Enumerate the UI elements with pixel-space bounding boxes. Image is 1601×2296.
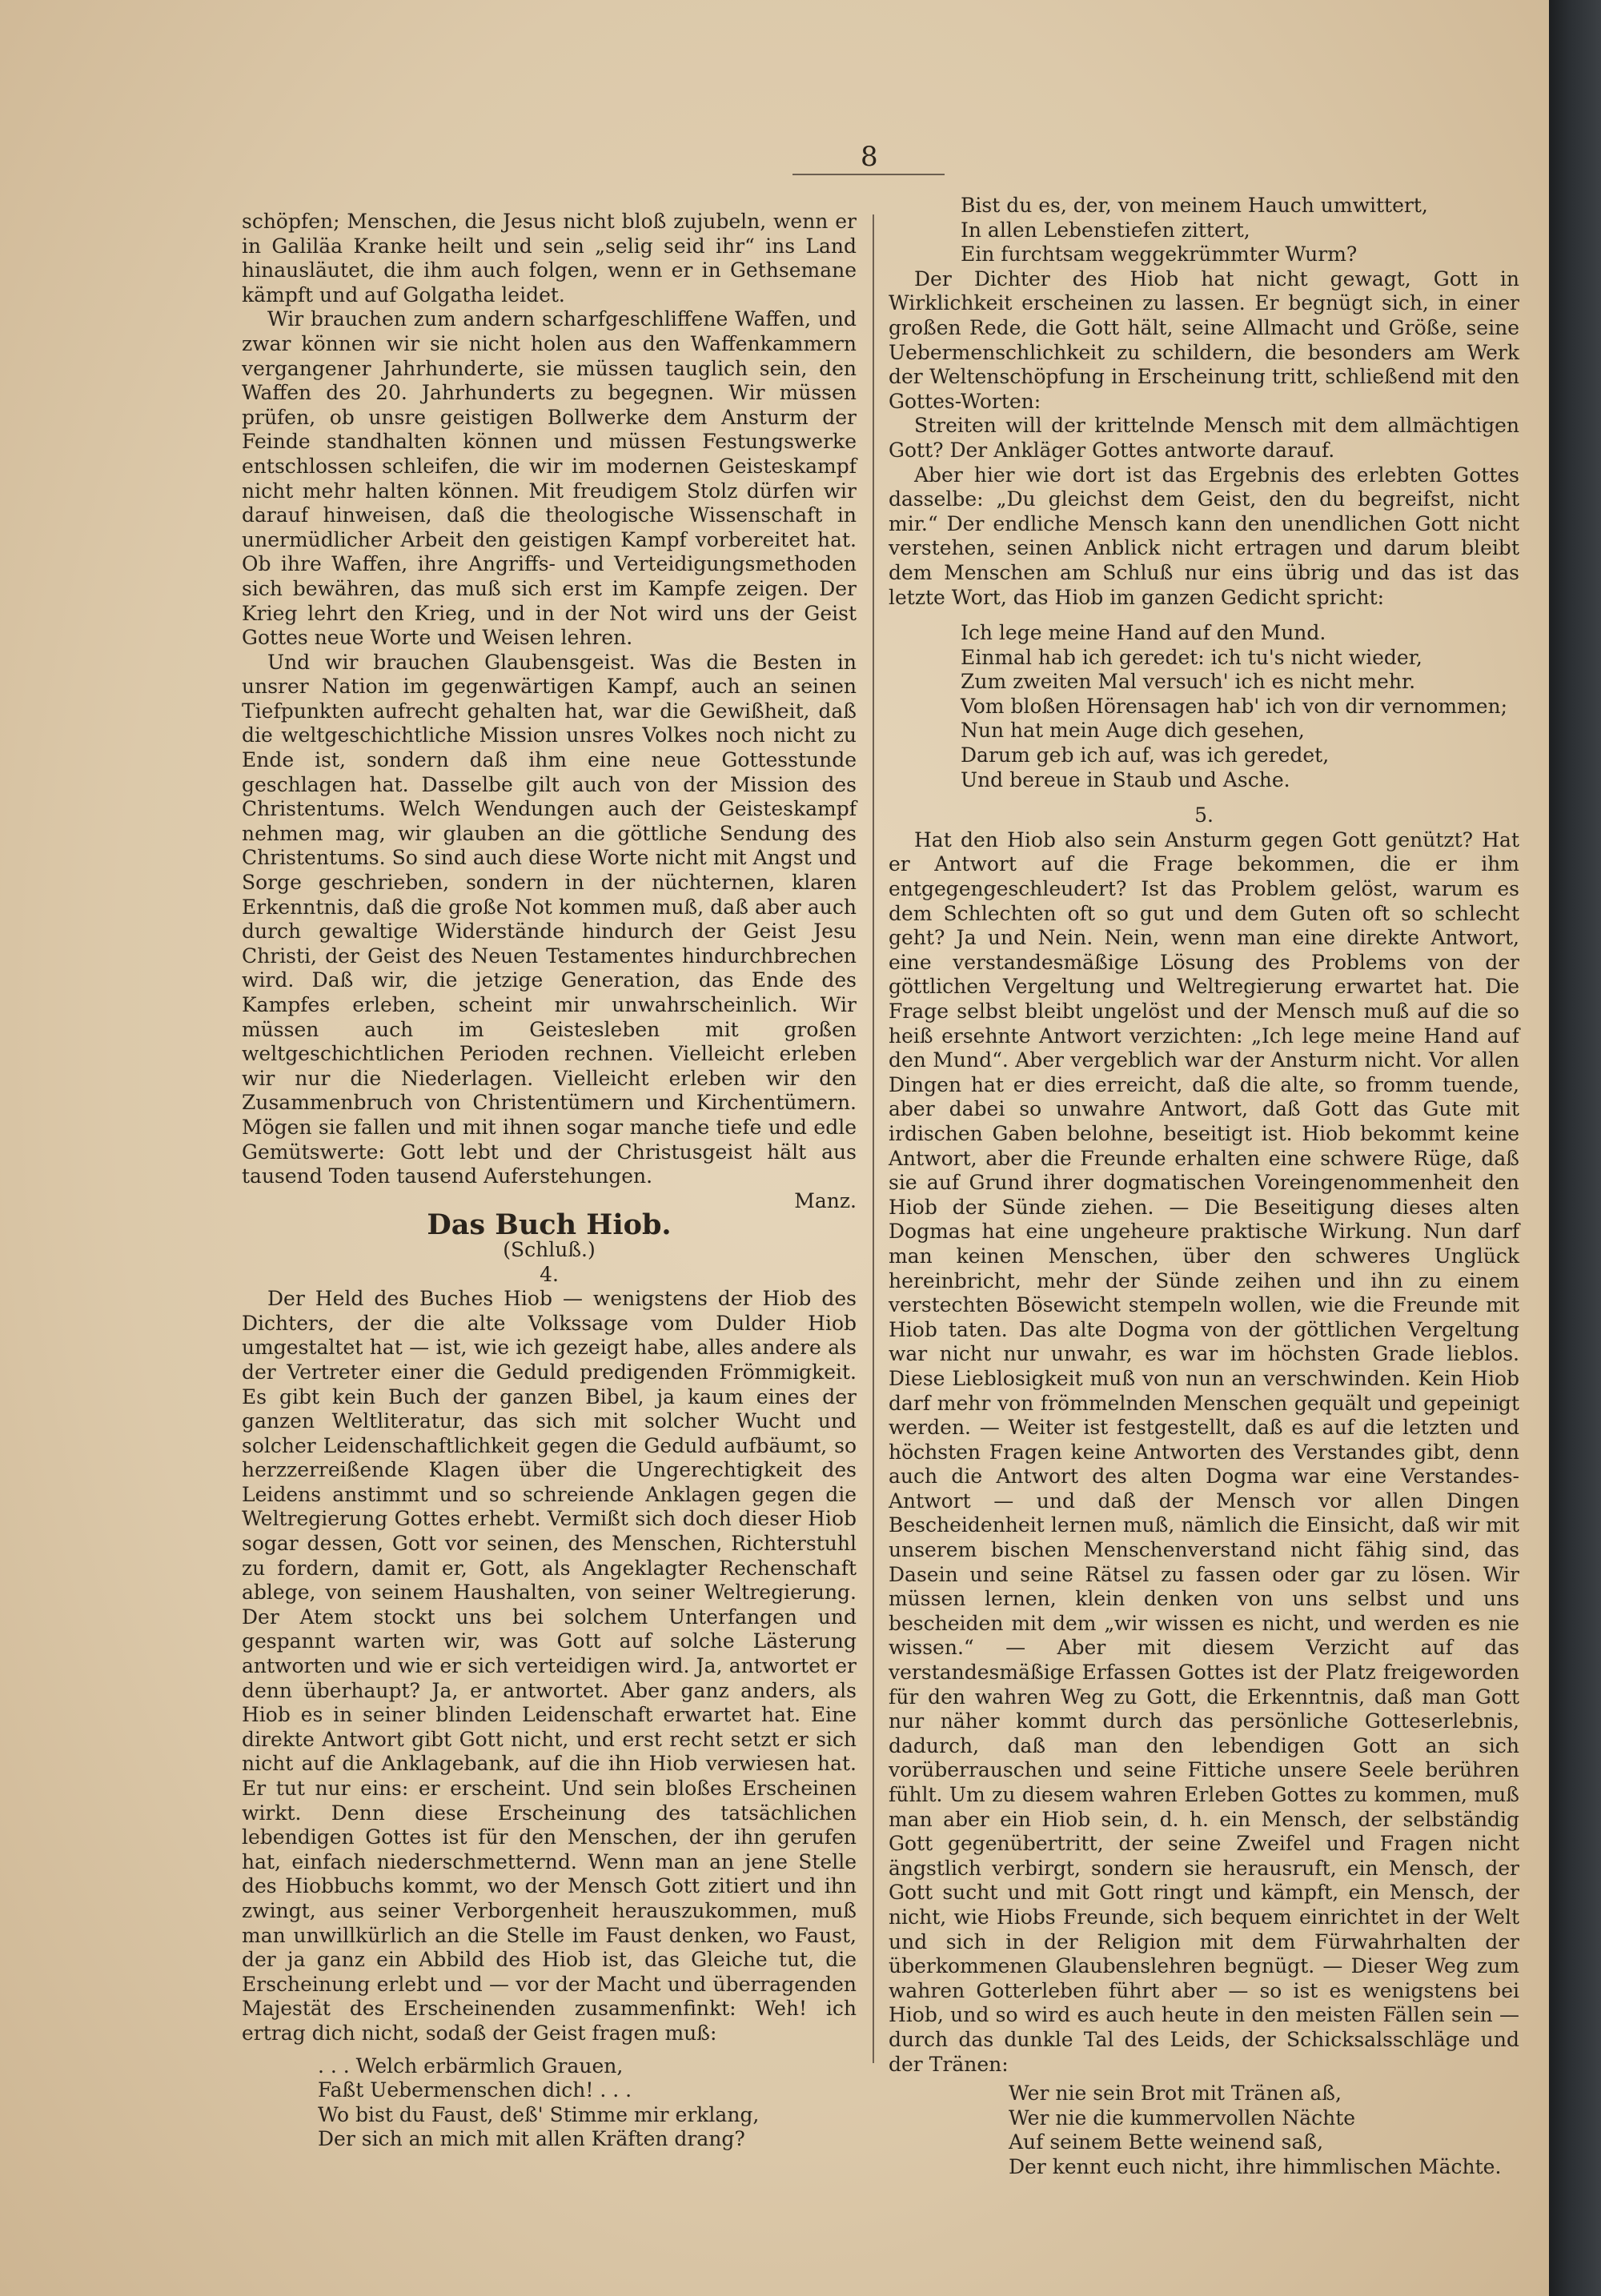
verse-line: Faßt Uebermenschen dich! . . . [318,2078,632,2102]
verse-line: Wer nie die kummervollen Nächte [1009,2106,1356,2130]
hiob-quote [961,621,1519,792]
goethe-quote [1009,2082,1519,2179]
left-paragraph-4: Der Held des Buches Hiob — wenigstens der Hiob des Dichters, der die alte Volkssage vom Dulder Hiob umgestaltet hat — ist, wie ich gezeigt habe, alles andere als der Vertreter einer die Geduld predigenden Frömmigkeit. Es gibt kein Buch der ganzen Bibel, ja kaum eines der ganzen Weltliteratur, das sich mit solcher Wucht und solcher Leidenschaftlichkeit gegen die Geduld aufbäumt, so herzzerreißende Klagen über die Ungerechtigkeit des Leidens anstimmt und so schreiende Anklagen gegen die Weltregierung Gottes erhebt. Vermißt sich doch dieser Hiob sogar dessen, Gott vor seinen, des Menschen, Richterstuhl zu fordern, damit er, Gott, als Angeklagter Rechenschaft ablege, von seinem Haushalten, von seiner Weltregierung. Der Atem stockt uns bei solchem Unterfangen und gespannt warten wir, was Gott auf solche Lästerung antworten und wie er sich verteidigen wird. Ja, antwortet er denn überhaupt? Ja, er antwortet. Aber ganz anders, als Hiob es in seiner blinden Leidenschaft erwartet hat. Eine direkte Antwort gibt Gott nicht, und erst recht setzt er sich nicht auf die Anklagebank, auf die ihn Hiob verwiesen hat. Er tut nur eins: er erscheint. Und sein bloßes Erscheinen wirkt. Denn diese Erscheinung des tatsächlichen lebendigen Gottes ist für den Menschen, der ihn gerufen hat, einfach niederschmetternd. Wenn man an jene Stelle des Hiobbuchs kommt, wo der Mensch Gott zitiert und ihn zwingt, aus seiner Verborgenheit herauszukommen, muß man unwillkürlich an die Stelle im Faust denken, wo Faust, der ja ganz ein Abbild des Hiob ist, das Gleiche tut, die Erscheinung erlebt und — vor der Macht und überragenden Majestät des Erscheinenden zusammenfinkt: Weh! ich ertrag dich nicht, sodaß der Geist fragen muß: [242,1287,857,2045]
verse-line: Ein furchtsam weggekrümmter Wurm? [961,242,1358,266]
verse-line: Ich lege meine Hand auf den Mund. [961,621,1326,645]
right-paragraph-4: Hat den Hiob also sein Ansturm gegen Gott genützt? Hat er Antwort auf die Frage bekommen, die er ihm entgegengeschleudert? Ist das Problem gelöst, warum es dem Schlechten oft so gut und dem Guten oft so schlecht geht? Ja und Nein. Nein, wenn man eine direkte Antwort, eine verstandesmäßige Lösung des Problems von der göttlichen Vergeltung und Weltregierung erwartet hat. Die Frage selbst bleibt ungelöst und der Mensch muß auf die so heiß ersehnte Antwort verzichten: „Ich lege meine Hand auf den Mund“. Aber vergeblich war der Ansturm nicht. Vor allen Dingen hat er dies erreicht, daß die alte, so fromm tuende, aber dabei so unwahre Antwort, daß Gott das Gute mit irdischen Gaben belohne, beseitigt ist. Hiob bekommt keine Antwort, aber die Freunde erhalten eine schwere Rüge, daß sie auf Grund ihrer dogmatischen Voreingenommenheit den Hiob der Sünde ziehen. — Die Beseitigung dieses alten Dogmas hat eine ungeheure praktische Wirkung. Nun darf man keinen Menschen, über den schweres Unglück hereinbricht, mehr der Sünde zeihen und ihn zu einem verstechten Bösewicht stempeln wollen, wie die Freunde mit Hiob taten. Das alte Dogma von der göttlichen Vergeltung war nicht nur unwahr, es war im höchsten Grade lieblos. Diese Lieblosigkeit muß von nun an verschwinden. Kein Hiob darf mehr von frömmelnden Menschen gequält und gepeinigt werden. — Weiter ist festgestellt, daß es auf die letzten und höchsten Fragen keine Antworten des Verstandes gibt, denn auch die Antwort des alten Dogma war eine Verstandes-Antwort — und daß der Mensch vor allen Dingen Bescheidenheit lernen muß, nämlich die Einsicht, daß wir mit unserem bischen Menschenverstand nicht fähig sind, das Dasein und seine Rätsel zu fassen oder gar zu lösen. Wir müssen lernen, klein denken von uns selbst und uns bescheiden mit dem „wir wissen es nicht, und werden es nie wissen.“ — Aber mit diesem Verzicht auf das verstandesmäßige Erfassen Gottes ist der Platz freigeworden für den wahren Weg zu Gott, die Erkenntnis, daß man Gott nur näher kommt durch das persönliche Gotteserlebnis, dadurch, daß man den lebendigen Gott an sich vorüberrauschen und seine Fittiche unsere Seele berühren fühlt. Um zu diesem wahren Erleben Gottes zu kommen, muß man aber ein Hiob sein, d. h. ein Mensch, der selbständig Gott gegenübertritt, der seine Zweifel und Fragen nicht ängstlich verbirgt, sondern sie herausruft, ein Mensch, der Gott sucht und mit Gott ringt und kämpft, ein Mensch, der nicht, wie Hiobs Freunde, sich bequem einrichtet in der Welt und sich in der Religion mit dem Fürwahrhalten der überkommenen Glaubenslehren begnügt. — Dieser Weg zum wahren Gotterleben führt aber — so ist es wenigstens bei Hiob, und so wird es auch heute in den meisten Fällen sein — durch das dunkle Tal des Leids, der Schicksalsschläge und der Tränen: [889,827,1519,2076]
faust-quote [318,2054,857,2152]
verse-line: Nun hat mein Auge dich gesehen, [961,719,1305,743]
page-number: 8 [861,141,878,173]
right-column [889,194,1519,2180]
verse-line: In allen Lebenstiefen zittert, [961,218,1250,242]
verse-line: Einmal hab ich geredet: ich tu's nicht wieder, [961,645,1422,669]
left-paragraph-1: schöpfen; Menschen, die Jesus nicht bloß zujubeln, wenn er in Galiläa Kranke heilt und sein „selig seid ihr“ ins Land hinausläutet, die ihm auch folgen, wenn er in Gethsemane kämpft und auf Golgatha leidet. [242,210,857,307]
verse-line: . . . Welch erbärmlich Grauen, [318,2054,624,2078]
verse-line: Auf seinem Bette weinend saß, [1009,2130,1324,2154]
verse-line: Vom bloßen Hörensagen hab' ich von dir vernommen; [961,694,1508,718]
author-signature: Manz. [794,1188,857,1212]
verse-line: Zum zweiten Mal versuch' ich es nicht mehr. [961,670,1416,694]
verse-line: Der kennt euch nicht, ihre himmlischen Mächte. [1009,2154,1502,2178]
column-divider [873,214,874,2063]
page-number-rule [792,174,945,175]
verse-line: Wer nie sein Brot mit Tränen aß, [1009,2082,1342,2106]
verse-line: Wo bist du Faust, deß' Stimme mir erklang, [318,2102,760,2126]
verse-line: Bist du es, der, von meinem Hauch umwittert, [961,194,1428,217]
article-subtitle: (Schluß.) [503,1237,596,1261]
verse-line: Der sich an mich mit allen Kräften drang? [318,2127,745,2151]
faust-quote-continued [961,194,1519,267]
section-number-4: 4. [540,1262,559,1286]
left-paragraph-2: Wir brauchen zum andern scharfgeschliffene Waffen, und zwar können wir sie nicht holen aus den Waffenkammern vergangener Jahrhunderte, sie müssen tauglich sein, den Waffen des 20. Jahrhunderts zu begegnen. Wir müssen prüfen, ob unsre geistigen Bollwerke dem Ansturm der Feinde standhalten können und müssen Festungswerke entschlossen schleifen, die wir im modernen Geisteskampf nicht mehr halten können. Mit freudigem Stolz dürfen wir darauf hinweisen, daß die theologische Wissenschaft in unermüdlicher Arbeit den geistigen Kampf vorbereitet hat. Ob ihre Waffen, ihre Angriffs- und Verteidigungsmethoden sich bewähren, das muß sich erst im Kampfe zeigen. Der Krieg lehrt den Krieg, und in der Not wird uns der Geist Gottes neue Worte und Weisen lehren. [242,307,857,650]
right-paragraph-3: Aber hier wie dort ist das Ergebnis des erlebten Gottes dasselbe: „Du gleichst dem Geist, den du begreifst, nicht mir.“ Der endliche Mensch kann den unendlichen Gott nicht verstehen, seinen Anblick nicht ertragen und darum bleibt dem Menschen am Schluß nur eins übrig und das ist das letzte Wort, das Hiob im ganzen Gedicht spricht: [889,463,1519,609]
section-number-5: 5. [1194,803,1214,827]
left-column [242,210,857,2160]
left-paragraph-3: Und wir brauchen Glaubensgeist. Was die Besten in unsrer Nation im gegenwärtigen Kampf, auch an seinen Tiefpunkten aufrecht gehalten hat, war die Gewißheit, daß die weltgeschichtliche Mission unsres Volkes noch nicht zu Ende ist, sondern daß ihm eine neue Gottesstunde geschlagen hat. Dasselbe gilt auch von der Mission des Christentums. Welch Wendungen auch der Geisteskampf nehmen mag, wir glauben an die göttliche Sendung des Christentums. So sind auch diese Worte nicht mit Angst und Sorge geschrieben, sondern in der nüchternen, klaren Erkenntnis, daß die große Not kommen muß, daß aber auch durch gewaltige Widerstände hindurch der Geist Jesu Christi, der Geist des Neuen Testamentes hindurchbrechen wird. Daß wir, die jetzige Generation, das Ende des Kampfes erleben, scheint mir unwahrscheinlich. Wir müssen auch im Geistesleben mit großen weltgeschichtlichen Perioden rechnen. Vielleicht erleben wir nur die Niederlagen. Vielleicht erleben wir den Zusammenbruch von Christentümern und Kirchentümern. Mögen sie fallen und mit ihnen sogar manche tiefe und edle Gemütswerte: Gott lebt und der Christusgeist hält aus tausend Toden tausend Auferstehungen. [242,650,857,1188]
scan-background-edge [1549,0,1601,2296]
verse-line: Und bereue in Staub und Asche. [961,767,1290,791]
right-paragraph-2: Streiten will der krittelnde Mensch mit dem allmächtigen Gott? Der Ankläger Gottes antworte darauf. [889,414,1519,462]
verse-line: Darum geb ich auf, was ich geredet, [961,743,1330,767]
article-title: Das Buch Hiob. [427,1208,672,1242]
right-paragraph-1: Der Dichter des Hiob hat nicht gewagt, Gott in Wirklichkeit erscheinen zu lassen. Er begnügt sich, in einer großen Rede, die Gott hält, seine Allmacht und Größe, seine Uebermenschlichkeit zu schildern, die besonders am Werk der Weltenschöpfung in Erscheinung tritt, schließend mit den Gottes-Worten: [889,266,1519,413]
